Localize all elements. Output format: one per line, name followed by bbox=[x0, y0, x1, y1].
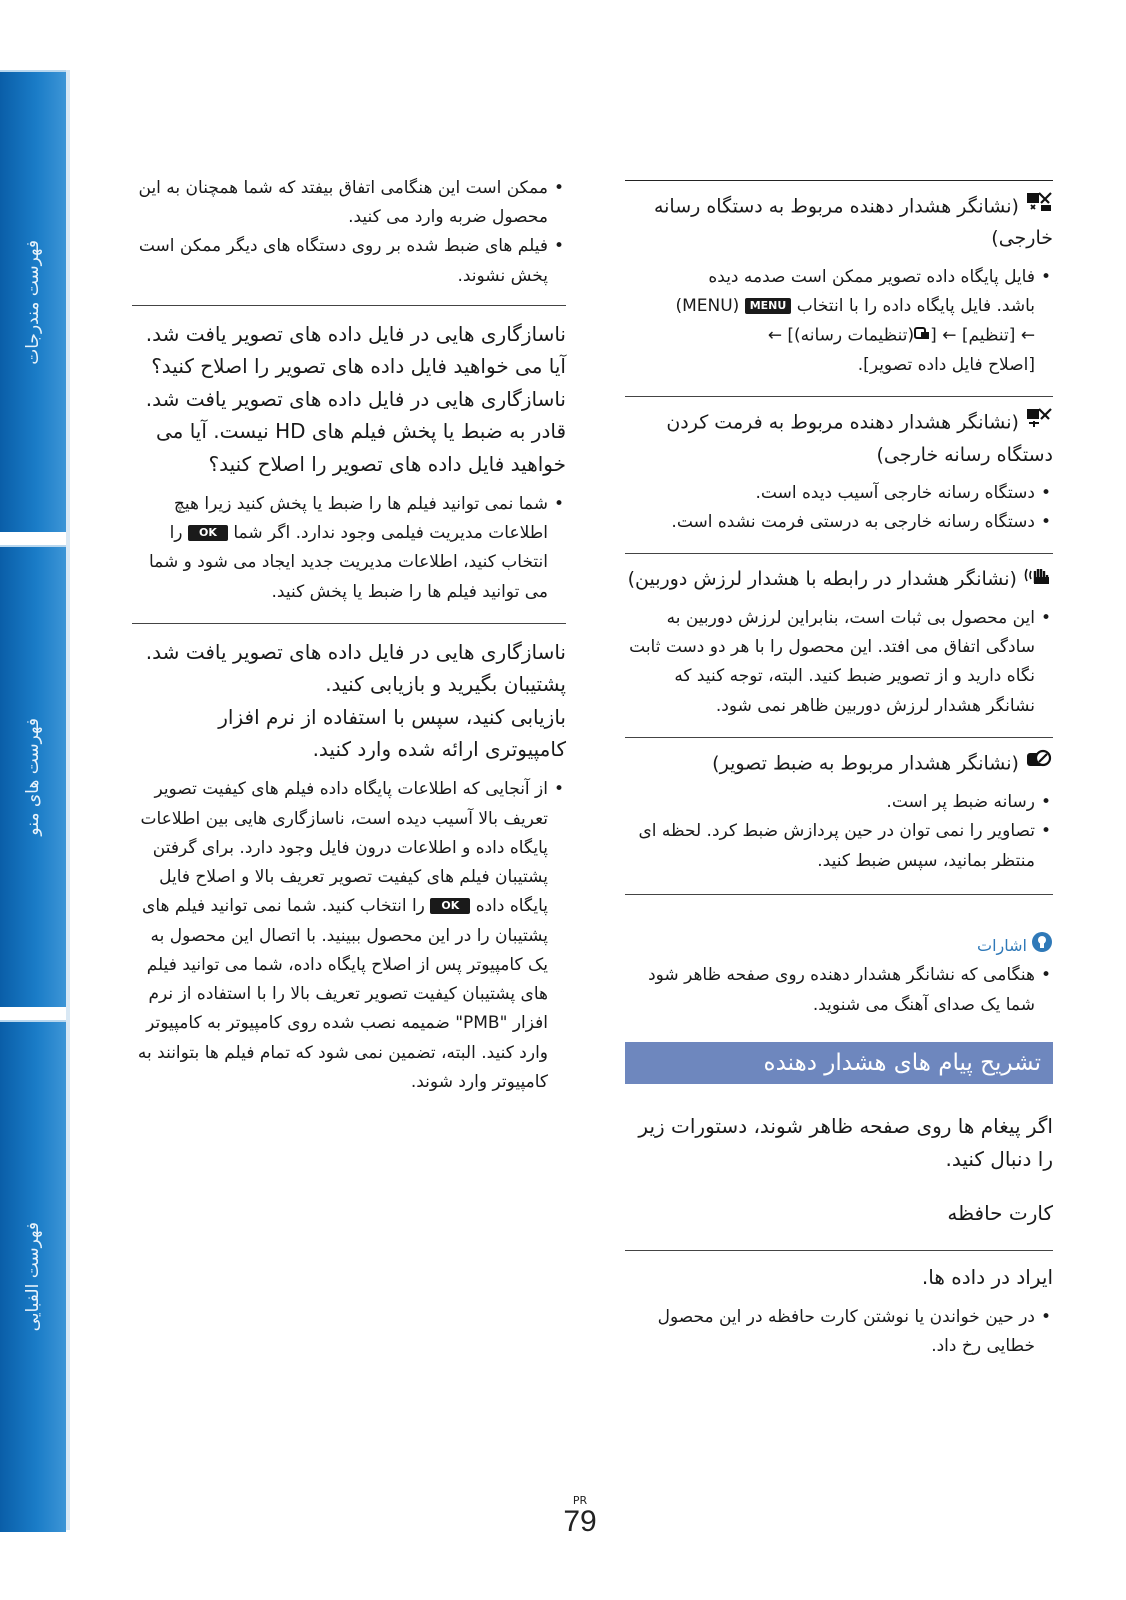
section-heading bbox=[625, 191, 1053, 255]
section-heading-text: (نشانگر هشدار دهنده مربوط به فرمت کردن دستگاه رسانه خارجی) bbox=[666, 411, 1053, 466]
media-settings-icon bbox=[914, 321, 930, 350]
menu-path-setup: [تنظیم] bbox=[961, 325, 1016, 346]
bullet-list bbox=[132, 775, 566, 1097]
list-item-text: باشد. فایل پایگاه داده را با انتخاب bbox=[796, 295, 1035, 316]
bullet-list bbox=[625, 1303, 1053, 1361]
intro-text: اگر پیغام ها روی صفحه ظاهر شوند، دستورات زیر را دنبال کنید. bbox=[638, 1114, 1053, 1171]
section-heading bbox=[625, 564, 1053, 596]
section-camera-shake-warning bbox=[625, 554, 1053, 720]
section-heading-text: (نشانگر هشدار در رابطه با هشدار لرزش دوربین) bbox=[627, 568, 1017, 591]
list-item: • فیلم های ضبط شده بر روی دستگاه های دیگر ممکن است پخش نشوند. bbox=[132, 232, 548, 290]
external-media-warning-icon bbox=[1025, 191, 1053, 223]
menu-key-text: (MENU) bbox=[675, 295, 740, 316]
list-item: • دستگاه رسانه خارجی آسیب دیده است. bbox=[625, 479, 1035, 508]
hint-title bbox=[625, 931, 1053, 962]
right-column bbox=[625, 180, 1053, 1361]
section-inconsistency-repair bbox=[132, 306, 566, 607]
list-item-text: فایل پایگاه داده تصویر ممکن است صدمه دیده bbox=[708, 266, 1035, 287]
bullet-list bbox=[625, 604, 1053, 721]
arrow-icon: ← bbox=[1020, 325, 1035, 346]
section-data-error bbox=[625, 1251, 1053, 1362]
section-external-media-warning bbox=[625, 181, 1053, 380]
warning-message: بازیابی کنید، سپس با استفاده از نرم افزار کامپیوتری ارائه شده وارد کنید. bbox=[218, 704, 566, 761]
menu-path-repair: [اصلاح فایل داده تصویر]. bbox=[857, 355, 1035, 376]
bullet-list bbox=[625, 263, 1053, 381]
menu-path-media-settings: (تنظیمات رسانه)] bbox=[787, 325, 915, 346]
section-heading bbox=[625, 748, 1053, 780]
hint-box bbox=[625, 895, 1053, 1020]
format-warning-icon bbox=[1025, 407, 1053, 439]
camera-shake-icon bbox=[1023, 564, 1053, 595]
warning-message: ناسازگاری هایی در فایل داده های تصویر یافت شد. قادر به ضبط یا پخش فیلم های HD نیست. آیا می خواهید فایل داده های تصویر را اصلاح کنید؟ bbox=[145, 386, 566, 476]
tab-menu-list-label: فهرست های منو bbox=[23, 718, 43, 836]
left-column bbox=[132, 174, 566, 1097]
recording-warning-icon bbox=[1025, 748, 1053, 780]
tab-contents-label: فهرست مندرجات bbox=[23, 239, 43, 365]
section-heading-text: (نشانگر هشدار مربوط به ضبط تصویر) bbox=[712, 752, 1019, 775]
warning-message: ناسازگاری هایی در فایل داده های تصویر یافت شد. پشتیبان بگیرید و بازیابی کنید. bbox=[145, 639, 566, 697]
list-item-text: شما نمی توانید فیلم ها را ضبط یا پخش کنید زیرا هیچ اطلاعات مدیریت فیلمی وجود ندارد. اگر شما bbox=[173, 493, 548, 544]
section-backup-restore bbox=[132, 624, 566, 1097]
section-recording-warning bbox=[625, 738, 1053, 876]
list-item: • دستگاه رسانه خارجی به درستی فرمت نشده است. bbox=[625, 508, 1035, 537]
menu-key-chip: MENU bbox=[745, 298, 792, 314]
page-number bbox=[560, 1495, 600, 1537]
list-item-text: را انتخاب کنید، اطلاعات مدیریت جدید ایجاد می شود و شما می توانید فیلم ها را ضبط یا پخش کنید. bbox=[148, 523, 548, 602]
arrow-icon: ← bbox=[942, 325, 957, 346]
bullet-list bbox=[625, 479, 1053, 537]
hint-title-text: اشارات bbox=[977, 936, 1027, 956]
list-item: • هنگامی که نشانگر هشدار دهنده روی صفحه ظاهر شود شما یک صدای آهنگ می شنوید. bbox=[625, 961, 1035, 1019]
list-item: • فایل پایگاه داده تصویر ممکن است صدمه دیده باشد. فایل پایگاه داده را با انتخاب MENU (MENU) ← [تنظیم] ← [(تنظیمات رسانه)] ← [اصلاح فایل داده تصویر]. bbox=[625, 263, 1035, 381]
bullet-list bbox=[132, 490, 566, 607]
bullet-list bbox=[625, 961, 1053, 1019]
bullet-list bbox=[132, 174, 566, 291]
tab-strip-edge bbox=[66, 70, 70, 1530]
list-item-text: را انتخاب کنید. شما نمی توانید فیلم های پشتیبان را در این محصول ببینید. با اتصال این محصول به یک کامپیوتر پس از اصلاح پایگاه داده، شما می توانید فیلم های پشتیبان کیفیت تصویر تعریف بالا را با استفاده از نرم افزار "PMB" ضمیمه نصب شده روی کامپیوتر به کامپیوتر وارد کنید. البته، تضمین نمی شود که تمام فیلم ها بتوانند به کامپیوتر وارد شوند. bbox=[137, 896, 548, 1092]
page-number-prefix: PR bbox=[572, 1494, 588, 1507]
section-heading-text: (نشانگر هشدار دهنده مربوط به دستگاه رسانه خارجی) bbox=[653, 195, 1053, 250]
section-heading bbox=[625, 407, 1053, 471]
list-item: • تصاویر را نمی توان در حین پردازش ضبط کرد. لحظه ای منتظر بمانید، سپس ضبط کنید. bbox=[625, 817, 1035, 875]
section-banner: تشریح پیام های هشدار دهنده bbox=[625, 1042, 1053, 1085]
tab-index-label: فهرست الفبایی bbox=[23, 1222, 43, 1332]
lightbulb-icon bbox=[1031, 931, 1053, 962]
tab-index[interactable] bbox=[0, 1020, 66, 1532]
list-item bbox=[132, 490, 548, 607]
page-number-value: 79 bbox=[563, 1505, 597, 1538]
arrow-icon: ← bbox=[767, 325, 782, 346]
bullet-list bbox=[625, 788, 1053, 876]
list-item: • در حین خواندن یا نوشتن کارت حافظه در این محصول خطایی رخ داد. bbox=[625, 1303, 1035, 1361]
memory-card-heading: کارت حافظه bbox=[947, 1201, 1053, 1226]
tab-menu-list[interactable] bbox=[0, 545, 66, 1007]
ok-button-chip: OK bbox=[430, 898, 470, 914]
warning-message: ناسازگاری هایی در فایل داده های تصویر یافت شد. آیا می خواهید فایل داده های تصویر را اصلاح کنید؟ bbox=[145, 321, 566, 379]
section-format-warning bbox=[625, 397, 1053, 537]
list-item bbox=[132, 775, 548, 1097]
section-heading: ایراد در داده ها. bbox=[921, 1264, 1053, 1289]
list-item: • رسانه ضبط پر است. bbox=[625, 788, 1035, 817]
ok-button-chip: OK bbox=[188, 525, 228, 541]
list-item-text: از آنجایی که اطلاعات پایگاه داده فیلم های کیفیت تصویر تعریف بالا آسیب دیده است، ناسازگاری هایی بین اطلاعات پایگاه داده و اطلاعات درون فایل وجود دارد. برای گرفتن پشتیبان فیلم های کیفیت تصویر تعریف بالا و اصلاح فایل پایگاه داده bbox=[140, 779, 548, 917]
list-item: • این محصول بی ثبات است، بنابراین لرزش دوربین به سادگی اتفاق می افتد. این محصول را با هر دو دست ثابت نگاه دارید و از تصویر ضبط کنید. البته، توجه کنید که نشانگر هشدار لرزش دوربین ظاهر نمی شود. bbox=[625, 604, 1035, 721]
list-item: • ممکن است این هنگامی اتفاق بیفتد که شما همچنان به این محصول ضربه وارد می کنید. bbox=[132, 174, 548, 232]
tab-contents[interactable] bbox=[0, 70, 66, 532]
